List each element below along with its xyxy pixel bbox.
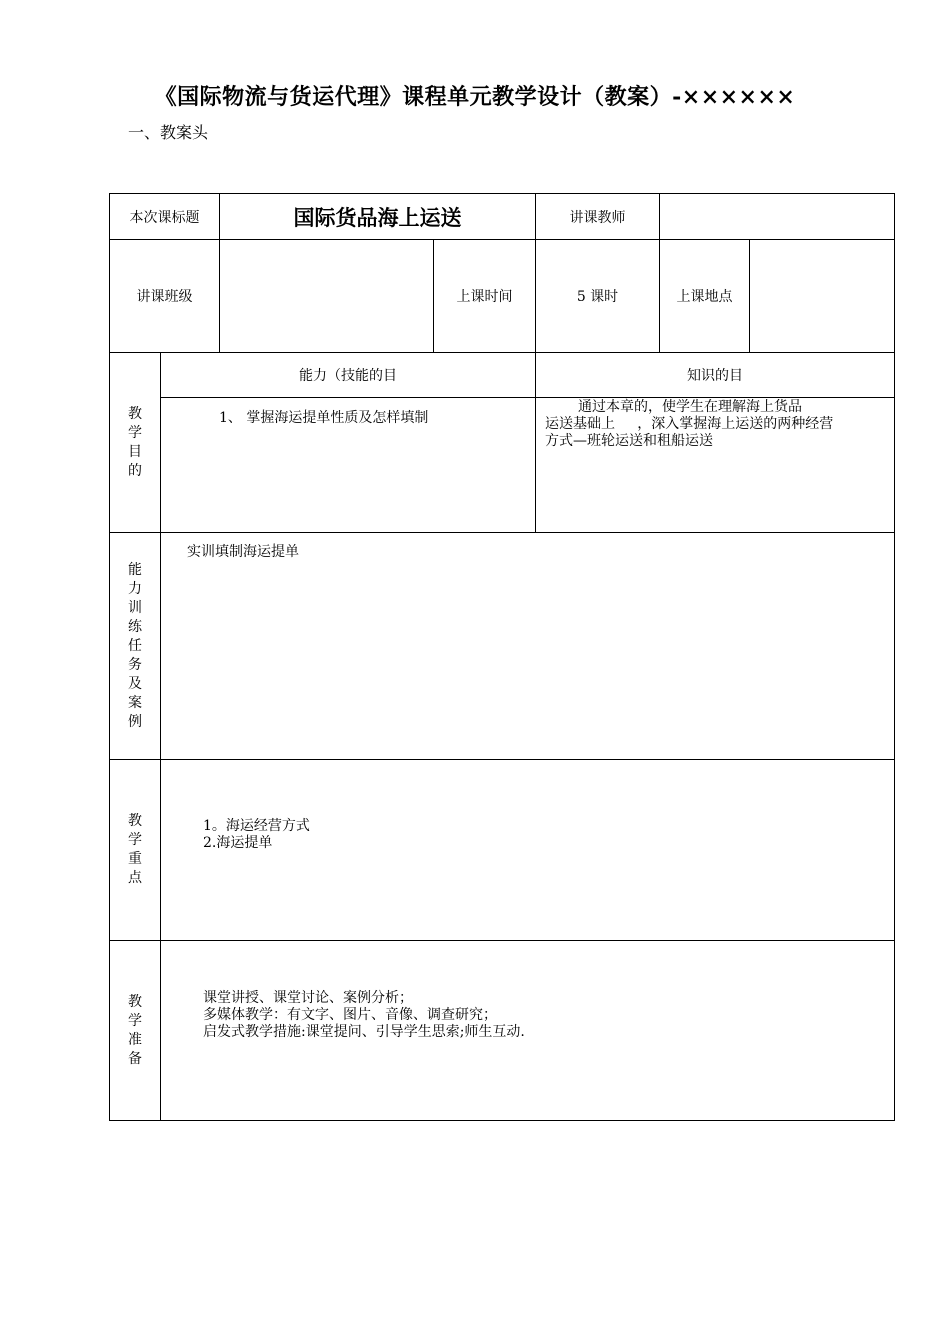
topic-label: 本次课标题 — [110, 194, 220, 240]
key-points-cell — [161, 760, 895, 941]
vertical-label-char: 练 — [128, 618, 142, 635]
vertical-label-char: 学 — [128, 1012, 142, 1029]
key-points-label — [110, 760, 161, 941]
section-heading: 一、教案头 — [128, 123, 209, 142]
knowledge-line-2: 运送基础上 ，深入掌握海上运送的两种经营 — [545, 416, 834, 432]
vertical-label-char: 例 — [128, 713, 142, 730]
vertical-label-char: 准 — [128, 1031, 142, 1048]
ability-item: 1、 掌握海运提单性质及怎样填制 — [219, 410, 429, 426]
vertical-label-char: 训 — [128, 599, 142, 616]
location-label: 上课地点 — [660, 240, 750, 353]
lesson-plan-table — [109, 193, 895, 1121]
time-value: 5 课时 — [536, 240, 660, 353]
topic-value: 国际货品海上运送 — [220, 194, 536, 240]
objectives-header-row — [110, 353, 895, 398]
vertical-label-char: 重 — [128, 851, 142, 867]
header-row-2 — [110, 240, 895, 353]
knowledge-line-3: 方式—班轮运送和租船运送 — [545, 433, 713, 449]
vertical-label-char: 任 — [128, 637, 142, 654]
knowledge-cell — [536, 398, 895, 533]
vertical-label-char: 备 — [128, 1050, 142, 1067]
preparation-cell — [161, 941, 895, 1121]
document-title: 《国际物流与货运代理》课程单元教学设计（教案）-×××××× — [154, 84, 796, 110]
vertical-label-char: 学 — [128, 832, 142, 848]
objectives-label-text — [110, 405, 160, 481]
vertical-label-char: 务 — [128, 656, 142, 673]
preparation-label — [110, 941, 161, 1121]
training-label-text — [110, 561, 160, 732]
time-label: 上课时间 — [434, 240, 536, 353]
key-points-label-text — [110, 812, 160, 888]
class-label: 讲课班级 — [110, 240, 220, 353]
vertical-label-char: 及 — [128, 675, 142, 692]
preparation-line-2: 多媒体教学：有文字、图片、音像、调查研究； — [203, 1007, 497, 1023]
knowledge-line-1: 通过本章的，使学生在理解海上货品 — [578, 399, 802, 415]
teacher-value — [660, 194, 895, 240]
preparation-line-1: 课堂讲授、课堂讨论、案例分析； — [203, 990, 413, 1006]
preparation-row — [110, 941, 895, 1121]
key-point-1: 1。海运经营方式 — [203, 818, 310, 834]
ability-cell — [161, 398, 536, 533]
vertical-label-char: 学 — [128, 424, 142, 441]
vertical-label-char: 案 — [128, 694, 142, 711]
location-value — [750, 240, 895, 353]
knowledge-header: 知识的目 — [536, 353, 895, 398]
vertical-label-char: 的 — [128, 462, 142, 479]
class-value — [220, 240, 434, 353]
teacher-label: 讲课教师 — [536, 194, 660, 240]
key-point-2: 2.海运提单 — [203, 835, 273, 851]
training-cell — [161, 533, 895, 760]
vertical-label-char: 教 — [128, 813, 142, 829]
vertical-label-char: 能 — [128, 561, 142, 578]
objectives-label — [110, 353, 161, 533]
training-label — [110, 533, 161, 760]
preparation-line-3: 启发式教学措施:课堂提问、引导学生思索;师生互动. — [203, 1024, 525, 1040]
training-row — [110, 533, 895, 760]
training-content: 实训填制海运提单 — [187, 544, 299, 560]
vertical-label-char: 点 — [128, 870, 142, 886]
vertical-label-char: 教 — [128, 405, 142, 422]
vertical-label-char: 力 — [128, 580, 142, 597]
key-points-row — [110, 760, 895, 941]
header-row-1 — [110, 194, 895, 240]
vertical-label-char: 教 — [128, 993, 142, 1010]
preparation-label-text — [110, 993, 160, 1069]
objectives-content-row — [110, 398, 895, 533]
vertical-label-char: 目 — [128, 443, 142, 460]
ability-header: 能力（技能的目 — [161, 353, 536, 398]
